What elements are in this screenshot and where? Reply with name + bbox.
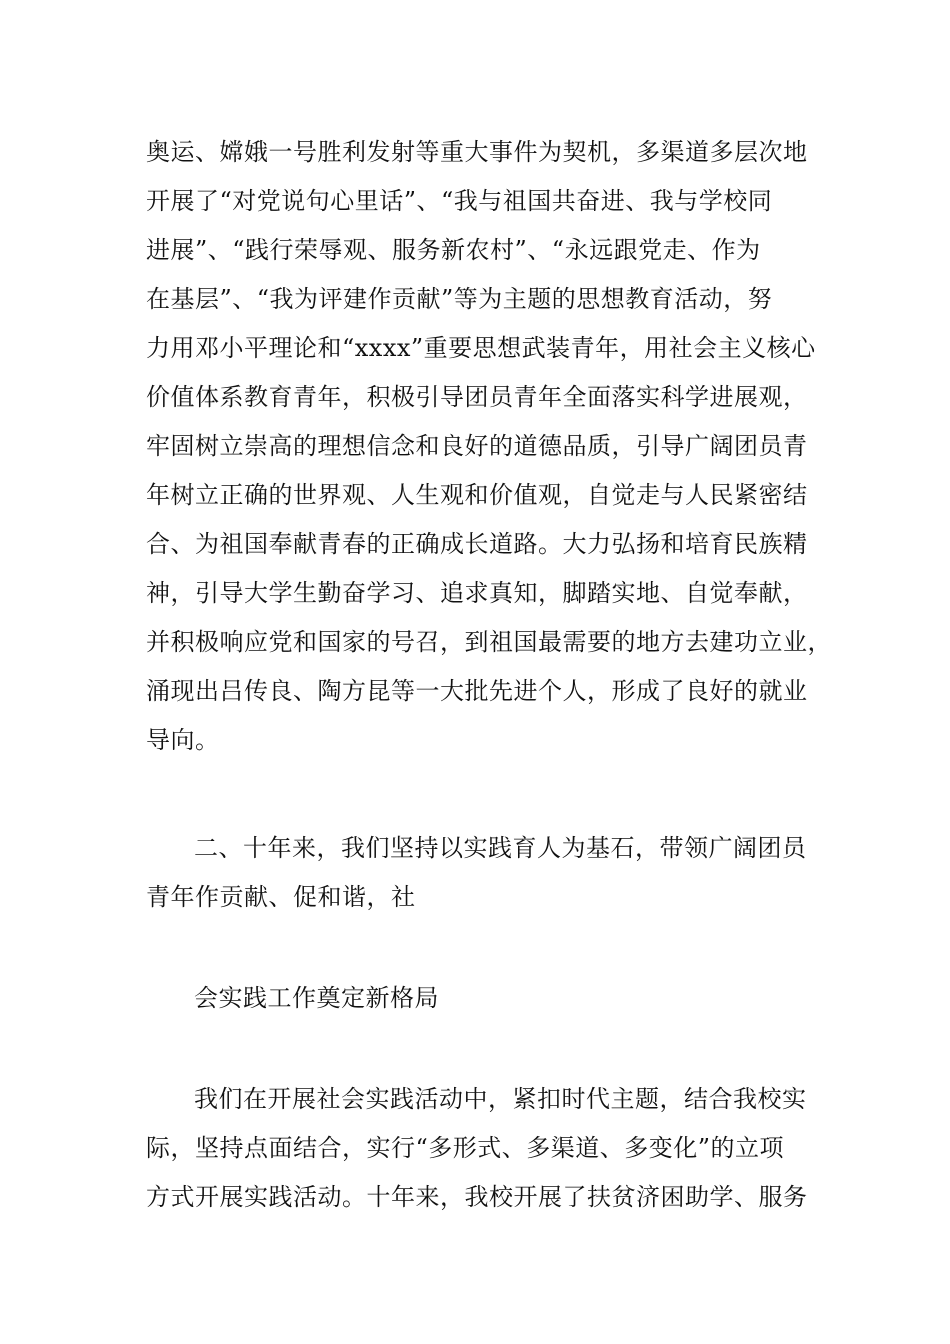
- text-line: 我们在开展社会实践活动中，紧扣时代主题，结合我校实: [194, 1085, 807, 1113]
- section-heading: [146, 824, 826, 922]
- text-line: 导向。: [146, 726, 220, 754]
- text-line: 价值体系教育青年，积极引导团员青年全面落实科学进展观，: [146, 383, 808, 411]
- heading-line: 二、十年来，我们坚持以实践育人为基石，带领广阔团员: [194, 834, 807, 862]
- text-line: 方式开展实践活动。十年来，我校开展了扶贫济困助学、服务: [146, 1183, 808, 1211]
- text-line: 涌现出吕传良、陶方昆等一大批先进个人，形成了良好的就业: [146, 677, 808, 705]
- text-line: 际，坚持点面结合，实行“多形式、多渠道、多变化”的立项: [146, 1134, 785, 1162]
- text-line: 年树立正确的世界观、人生观和价值观，自觉走与人民紧密结: [146, 481, 808, 509]
- heading-line: 青年作贡献、促和谐，社: [146, 883, 416, 911]
- text-line: 合、为祖国奉献青春的正确成长道路。大力弘扬和培育民族精: [146, 530, 808, 558]
- text-line: 进展”、“践行荣辱观、服务新农村”、“永远跟党走、作为: [146, 236, 761, 264]
- body-paragraph-1: [146, 128, 832, 765]
- section-heading-continuation: [146, 974, 826, 1023]
- heading-line: 会实践工作奠定新格局: [194, 984, 439, 1012]
- text-line: 并积极响应党和国家的号召，到祖国最需要的地方去建功立业，: [146, 628, 832, 656]
- text-line: 奥运、嫦娥一号胜利发射等重大事件为契机，多渠道多层次地: [146, 138, 808, 166]
- text-line: 牢固树立崇高的理想信念和良好的道德品质，引导广阔团员青: [146, 432, 808, 460]
- text-line: 在基层”、“我为评建作贡献”等为主题的思想教育活动，努: [146, 285, 773, 313]
- text-line: 开展了“对党说句心里话”、“我与祖国共奋进、我与学校同: [146, 187, 773, 215]
- body-paragraph-2: [146, 1075, 826, 1222]
- text-line: 神，引导大学生勤奋学习、追求真知，脚踏实地、自觉奉献，: [146, 579, 808, 607]
- text-line: 力用邓小平理论和“xxxx”重要思想武装青年，用社会主义核心: [146, 334, 816, 362]
